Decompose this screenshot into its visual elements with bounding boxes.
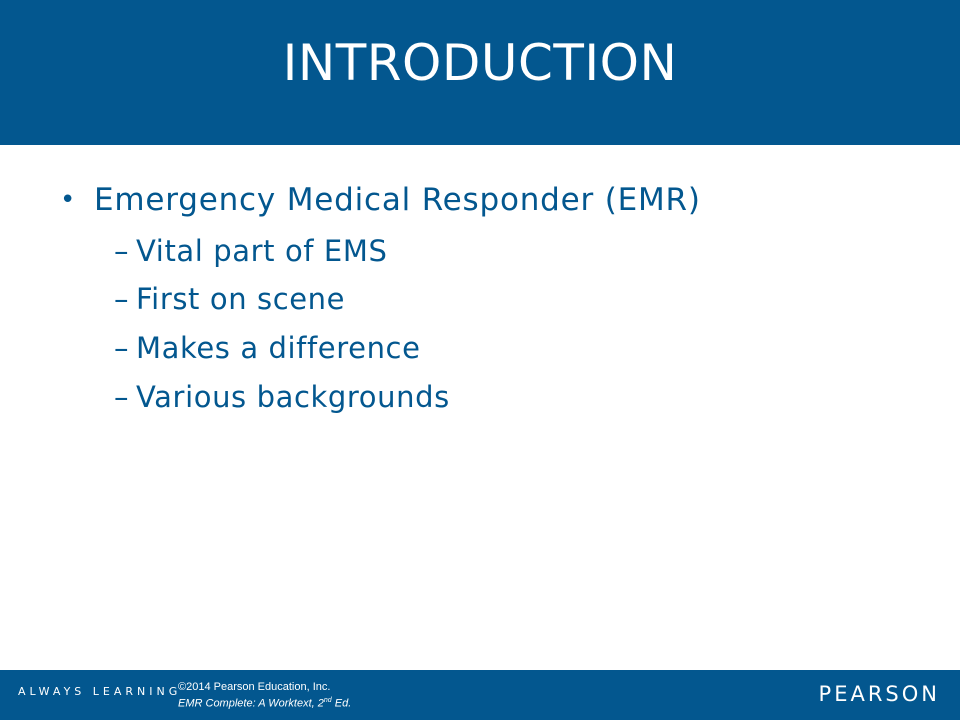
- slide-title: INTRODUCTION: [282, 34, 678, 92]
- footer-tagline: ALWAYS LEARNING: [18, 685, 182, 698]
- main-bullet: [60, 178, 701, 222]
- edition-ordinal: nd: [323, 697, 332, 704]
- edition-suffix: Ed.: [331, 697, 352, 710]
- book-title: EMR Complete: A Worktext: [178, 697, 312, 710]
- sub-bullet-text: Various backgrounds: [136, 380, 450, 414]
- dash-icon: –: [114, 331, 130, 365]
- main-bullet-text: Emergency Medical Responder (EMR): [94, 182, 701, 218]
- sub-bullet-text: Vital part of EMS: [136, 234, 388, 268]
- sub-bullet: [114, 231, 388, 271]
- sub-bullet-text: Makes a difference: [136, 331, 421, 365]
- sub-bullet: [114, 377, 450, 417]
- copyright-line-2: [178, 694, 351, 711]
- copyright-notice: [178, 680, 351, 711]
- dash-icon: –: [114, 380, 130, 414]
- sub-bullet: [114, 279, 345, 319]
- edition-number: , 2: [311, 697, 324, 710]
- pearson-logo: PEARSON: [818, 682, 940, 706]
- bullet-dot-icon: •: [60, 185, 77, 215]
- sub-bullet-text: First on scene: [136, 282, 346, 316]
- dash-icon: –: [114, 282, 130, 316]
- sub-bullet: [114, 328, 421, 368]
- dash-icon: –: [114, 234, 130, 268]
- footer-bar: [0, 670, 960, 720]
- copyright-line-1: ©2014 Pearson Education, Inc.: [178, 681, 331, 693]
